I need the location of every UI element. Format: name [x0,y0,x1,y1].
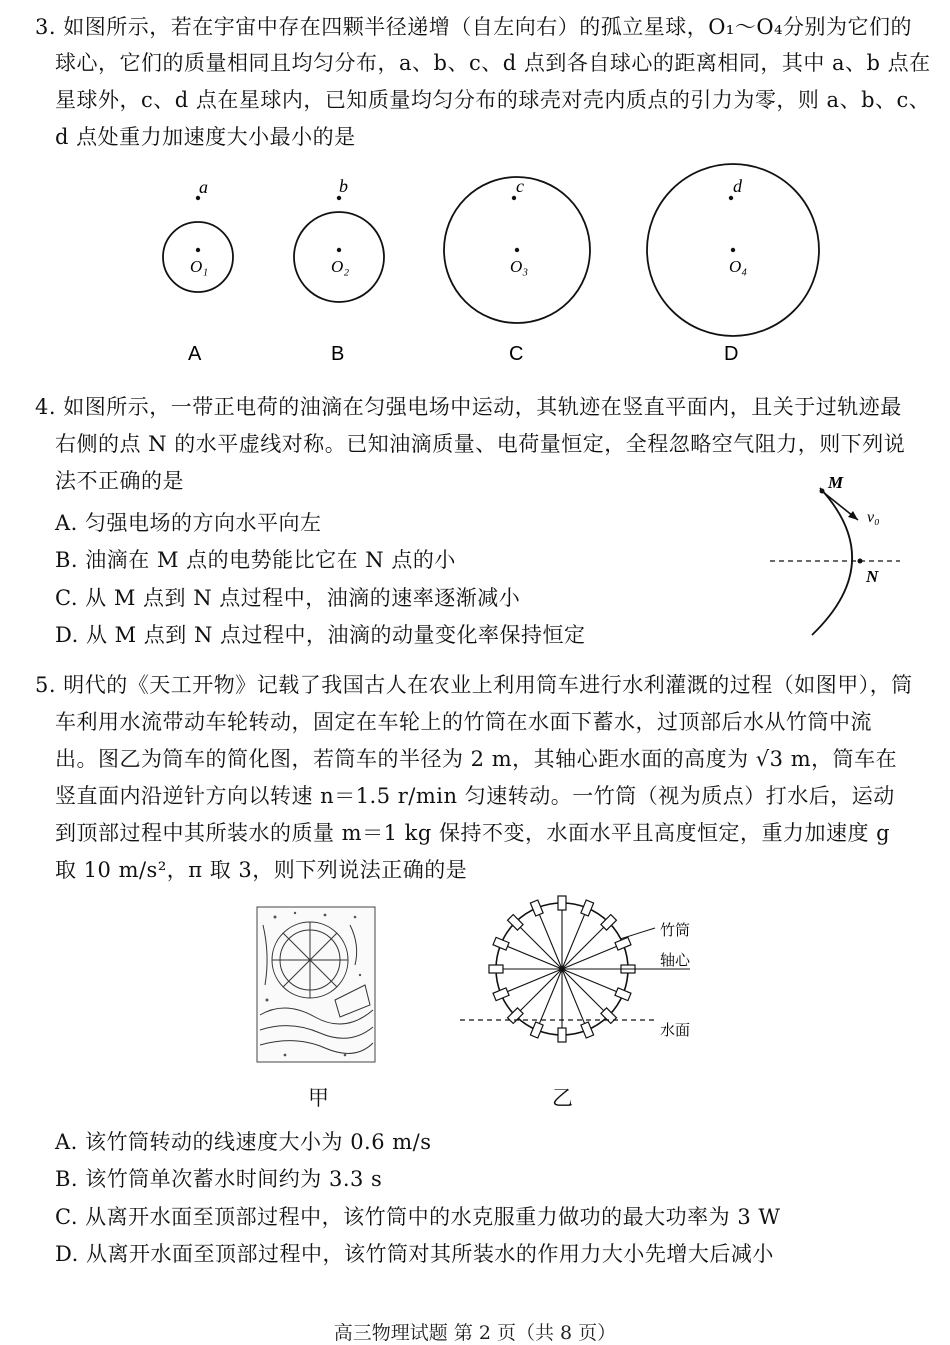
bamboo-tube [581,1022,594,1038]
axle-center [559,966,565,972]
q4-option-b: B. 油滴在 M 点的电势能比它在 N 点的小 [55,548,456,572]
q4-option-c: C. 从 M 点到 N 点过程中，油滴的速率逐渐减小 [55,586,521,610]
bamboo-tube [615,988,631,1001]
q3-line-1: 3. 如图所示，若在宇宙中存在四颗半径递增（自左向右）的孤立星球，O₁～O₄分别为它们的 [35,15,912,39]
q3-line-3: 星球外，c、d 点在星球内，已知质量均匀分布的球壳对壳内质点的引力为零，则 a、b、c、 [55,88,931,112]
q3-line-4: d 点处重力加速度大小最小的是 [55,125,356,149]
point-n [858,559,863,564]
point-d [729,196,733,200]
q5-figure-yi [455,895,715,1055]
label-n: N [866,567,879,586]
q4-line-1: 4. 如图所示，一带正电荷的油滴在匀强电场中运动，其轨迹在竖直平面内，且关于过轨迹最 [35,395,902,419]
wheel-spoke [515,969,562,1016]
wheel-spoke [562,922,609,969]
bamboo-tube [558,896,566,910]
q5-line-5: 到顶部过程中其所装水的质量 m＝1 kg 保持不变，水面水平且高度恒定，重力加速度 g [55,821,891,845]
wheel-spoke [562,969,609,1016]
center-o2 [337,248,341,252]
q5-line-4: 竖直面内沿逆针方向以转速 n＝1.5 r/min 匀速转动。一竹筒（视为质点）打水后，运动 [55,784,895,808]
center-label-o2: O₂ [331,257,350,276]
q5-line-1: 5. 明代的《天工开物》记载了我国古人在农业上利用筒车进行水利灌溉的过程（如图甲），筒 [35,673,913,697]
bamboo-tube [558,1028,566,1042]
label-m: M [828,473,844,492]
bamboo-tube [615,937,631,950]
center-o3 [515,248,519,252]
q5-option-a: A. 该竹筒转动的线速度大小为 0.6 m/s [55,1130,432,1154]
label-axle: 轴心 [660,953,691,969]
bamboo-tube [489,965,503,973]
caption-yi: 乙 [552,1086,574,1110]
point-label-c: c [516,176,524,196]
q4-figure [760,470,920,645]
label-tube: 竹筒 [660,923,691,939]
q5-option-c: C. 从离开水面至顶部过程中，该竹筒中的水克服重力做功的最大功率为 3 W [55,1205,781,1229]
q4-option-a: A. 匀强电场的方向水平向左 [55,511,322,535]
bamboo-tube [493,988,509,1001]
point-label-b: b [339,176,348,196]
option-label-d: D [724,343,739,365]
q5-option-d: D. 从离开水面至顶部过程中，该竹筒对其所装水的作用力大小先增大后减小 [55,1242,774,1266]
q4-option-d: D. 从 M 点到 N 点过程中，油滴的动量变化率保持恒定 [55,623,586,647]
q3-line-2: 球心，它们的质量相同且均匀分布，a、b、c、d 点到各自球心的距离相同，其中 a、b 点在 [55,51,931,75]
option-label-a: A [188,343,202,365]
point-label-a: a [199,177,208,197]
option-label-b: B [331,343,345,365]
point-label-d: d [733,176,742,196]
q5-line-6: 取 10 m/s²，π 取 3，则下列说法正确的是 [55,858,468,882]
center-label-o4: O₄ [729,257,748,276]
label-v0: v₀ [867,509,880,526]
bamboo-tube [530,1022,543,1038]
wheel-spoke [515,922,562,969]
label-water: 水面 [660,1023,691,1039]
pointer-tube [620,928,655,939]
point-b [337,196,341,200]
q5-option-b: B. 该竹筒单次蓄水时间约为 3.3 s [55,1167,383,1191]
bamboo-tube [581,900,594,916]
caption-jia: 甲 [308,1086,330,1110]
q5-line-2: 车利用水流带动车轮转动，固定在车轮上的竹筒在水面下蓄水，过顶部后水从竹筒中流 [55,710,872,734]
bamboo-tube [530,900,543,916]
center-label-o1: O₁ [190,257,209,276]
point-c [512,196,516,200]
q5-figure-jia [255,905,380,1065]
center-o4 [731,248,735,252]
q4-line-2: 右侧的点 N 的水平虚线对称。已知油滴质量、电荷量恒定，全程忽略空气阻力，则下列说 [55,432,906,456]
center-label-o3: O₃ [510,257,529,276]
q5-line-3: 出。图乙为筒车的简化图，若筒车的半径为 2 m，其轴心距水面的高度为 √3 m，筒车在 [55,747,898,771]
center-o1 [196,248,200,252]
option-label-c: C [509,343,524,365]
page-footer: 高三物理试题 第 2 页（共 8 页） [333,1322,617,1344]
q3-figure [0,160,950,375]
bamboo-tube [493,937,509,950]
q4-line-3: 法不正确的是 [55,469,184,493]
